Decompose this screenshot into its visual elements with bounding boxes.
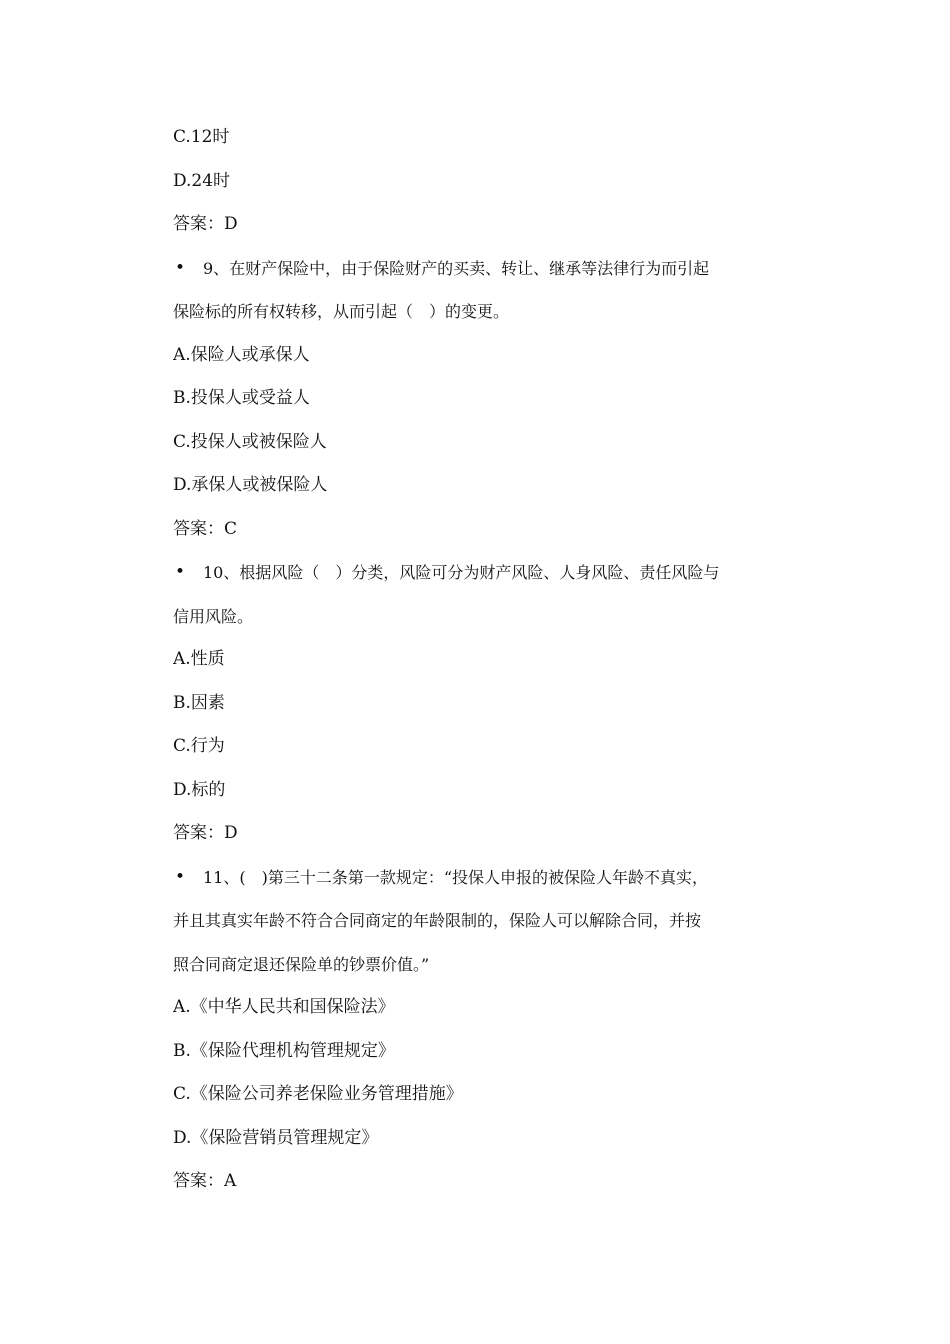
- option-c: C.《保险公司养老保险业务管理措施》: [173, 1084, 463, 1104]
- question-stem: [173, 551, 813, 638]
- option-b: B.因素: [173, 692, 225, 713]
- stem-line: 保险标的所有权转移，从而引起（ ）的变更。: [173, 302, 510, 321]
- bullet-icon: •: [175, 562, 186, 582]
- option-d: D.《保险营销员管理规定》: [173, 1127, 379, 1148]
- option-a: A.性质: [173, 649, 225, 669]
- stem-line: 照合同商定退还保险单的钞票价值。”: [173, 954, 430, 974]
- option-b: B.《保险代理机构管理规定》: [173, 1040, 395, 1061]
- option-d: D.24时: [173, 170, 231, 191]
- answer: 答案：D: [173, 214, 238, 234]
- stem-line: 10、根据风险（ ）分类，风险可分为财产风险、人身风险、责任风险与: [203, 563, 720, 582]
- question-stem: [173, 247, 813, 334]
- option-a: A.保险人或承保人: [173, 344, 310, 365]
- bullet-icon: •: [175, 257, 186, 278]
- question-stem: [173, 856, 813, 987]
- option-c: C.投保人或被保险人: [173, 431, 327, 452]
- stem-line: 11、( )第三十二条第一款规定：“投保人申报的被保险人年龄不真实，: [203, 867, 709, 887]
- bullet-icon: •: [175, 866, 186, 887]
- option-c: C.12时: [173, 127, 230, 147]
- option-c: C.行为: [173, 736, 225, 756]
- stem-line: 9、在财产保险中，由于保险财产的买卖、转让、继承等法律行为而引起: [203, 258, 710, 278]
- option-d: D.承保人或被保险人: [173, 475, 328, 495]
- document-page: [173, 116, 813, 1204]
- stem-line: 并且其真实年龄不符合合同商定的年龄限制的，保险人可以解除合同，并按: [173, 911, 702, 930]
- answer: 答案：C: [173, 518, 238, 539]
- option-d: D.标的: [173, 779, 226, 800]
- answer: 答案：A: [173, 1171, 237, 1191]
- option-b: B.投保人或受益人: [173, 388, 310, 408]
- stem-line: 信用风险。: [173, 606, 254, 626]
- option-a: A.《中华人民共和国保险法》: [173, 997, 395, 1017]
- answer: 答案：D: [173, 823, 238, 843]
